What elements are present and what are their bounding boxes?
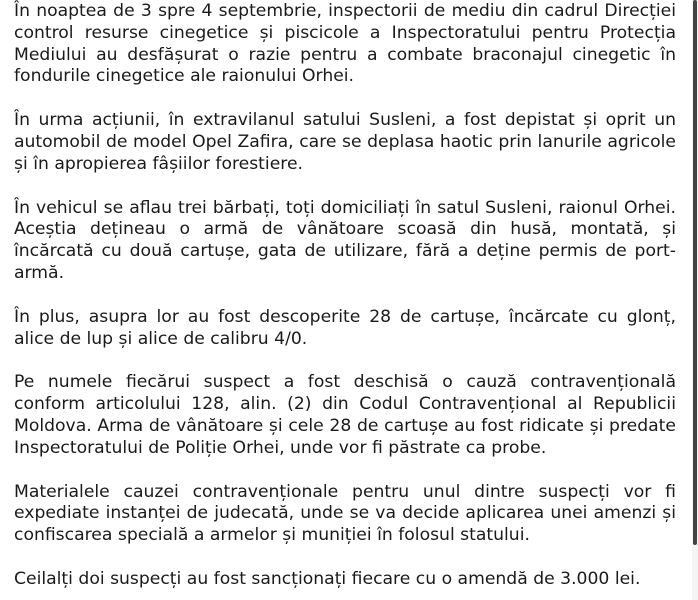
article-paragraph-5: Pe numele fiecărui suspect a fost deschisă o cauză contravențională conform articolului 128, alin. (2) din Codul Contravențional al Republicii Moldova. Arma de vânătoare și cele 28 de cartușe au fost ridicate și predate Inspectoratului de Poliție Orhei, unde vor fi păstrate ca probe. xyxy=(14,372,676,458)
vertical-scrollbar[interactable] xyxy=(692,0,698,600)
article-paragraph-3: În vehicul se aflau trei bărbați, toți domiciliați în satul Susleni, raionul Orhei. Aceștia dețineau o armă de vânătoare scoasă din husă, montată, și încărcată cu două cartușe, gata de utilizare, fără a deține permis de port-armă. xyxy=(14,197,676,283)
article-paragraph-7: Ceilalți doi suspecți au fost sancționați fiecare cu o amendă de 3.000 lei. xyxy=(14,568,641,589)
article-paragraph-2: În urma acțiunii, în extravilanul satului Susleni, a fost depistat și oprit un automobil de model Opel Zafira, care se deplasa haotic prin lanurile agricole și în apropierea fâșiilor forestiere. xyxy=(14,110,676,174)
scrollbar-thumb[interactable] xyxy=(693,0,697,545)
article-body xyxy=(14,0,676,600)
article-paragraph-4: În plus, asupra lor au fost descoperite 28 de cartușe, încărcate cu glonț, alice de lup și alice de calibru 4/0. xyxy=(14,306,676,349)
article-paragraph-6: Materialele cauzei contravenționale pentru unul dintre suspecți vor fi expediate instanței de judecată, unde se va decide aplicarea unei amenzi și confiscarea specială a armelor și muniției în folosul statului. xyxy=(14,481,676,546)
article-paragraph-1: În noaptea de 3 spre 4 septembrie, inspectorii de mediu din cadrul Direcției control resurse cinegetice și piscicole a Inspectoratului pentru Protecția Mediului au desfășurat o razie pentru a combate braconajul cinegetic în fondurile cinegetice ale raionului Orhei. xyxy=(14,1,676,87)
